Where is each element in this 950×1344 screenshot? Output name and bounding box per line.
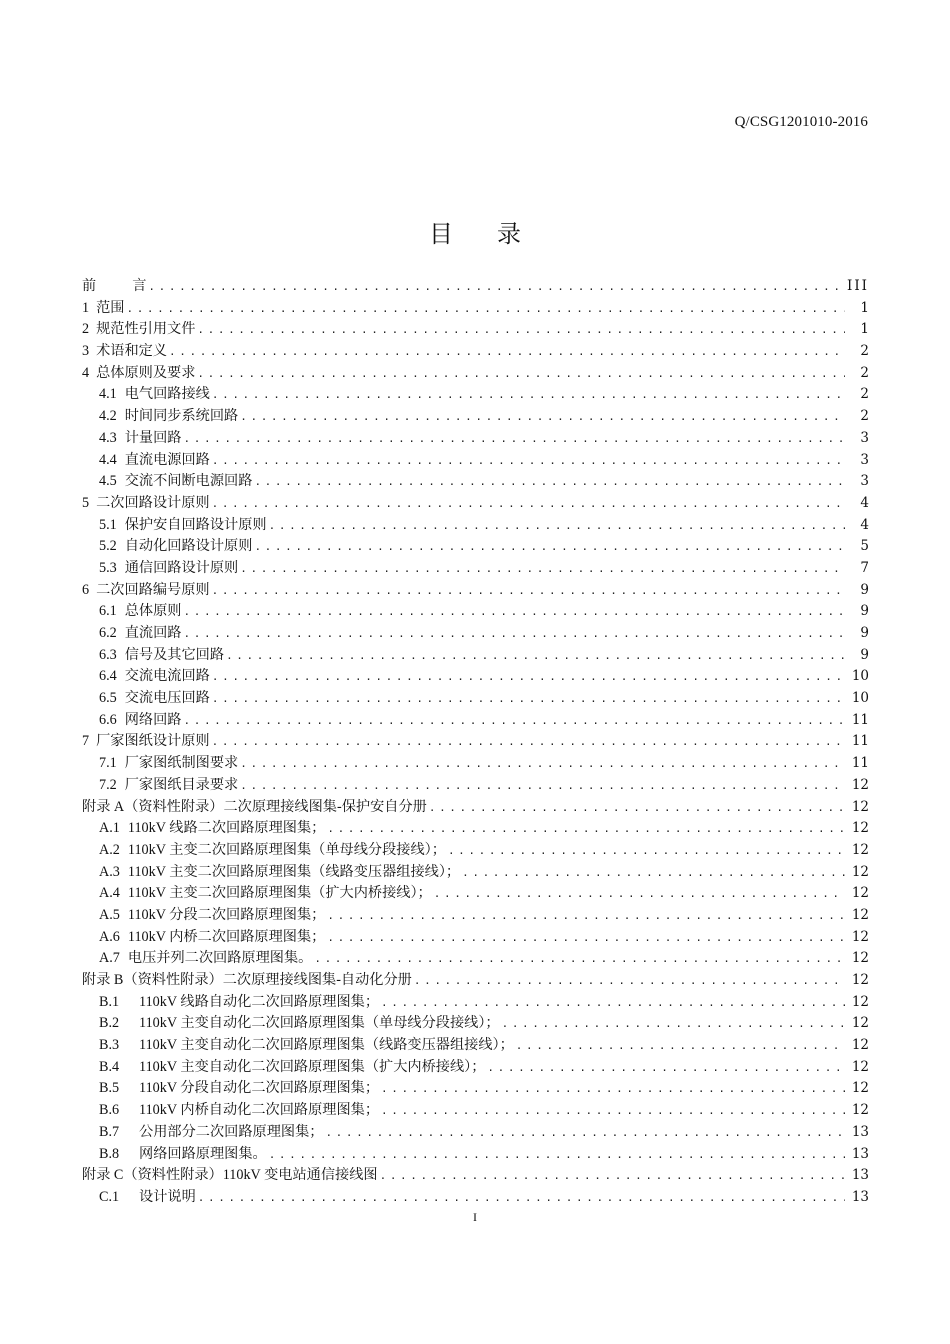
toc-entry-title: 110kV 分段自动化二次回路原理图集； [139, 1080, 380, 1097]
toc-entry-number: A.5 [99, 906, 120, 923]
toc-entry[interactable] [82, 406, 869, 428]
toc-entry-page: 4 [860, 516, 869, 533]
toc-entry-title: 附录 A（资料性附录）二次原理接线图集-保护安自分册 [82, 798, 427, 815]
toc-entry[interactable] [82, 580, 869, 602]
dot-leader [212, 731, 845, 753]
toc-entry-number: A.4 [99, 885, 120, 902]
dot-leader [414, 970, 845, 992]
dot-leader [212, 688, 845, 710]
dot-leader [487, 1057, 845, 1079]
toc-entry-number: B.6 [99, 1102, 120, 1119]
toc-entry-title: 信号及其它回路 [124, 646, 225, 663]
toc-entry[interactable] [82, 905, 869, 927]
toc-entry-page: 12 [851, 776, 869, 793]
toc-entry-page: 2 [860, 386, 869, 403]
dot-leader [448, 840, 845, 862]
toc-entry-number: A.3 [99, 863, 120, 880]
toc-entry-title: 二次回路编号原则 [96, 581, 210, 598]
toc-entry-number: B.7 [99, 1123, 120, 1140]
dot-leader [212, 450, 845, 472]
dot-leader [269, 1144, 845, 1166]
toc-entry-title: 交流电流回路 [124, 668, 210, 685]
toc-entry-number: 4.4 [99, 451, 117, 468]
toc-entry-number: 5.3 [99, 559, 117, 576]
dot-leader [314, 948, 845, 970]
dot-leader [126, 298, 845, 320]
toc-entry-page: 2 [860, 343, 869, 360]
toc-entry-page: 9 [860, 625, 869, 641]
toc-entry-number: 5.2 [99, 538, 117, 555]
toc-entry[interactable] [82, 970, 869, 992]
toc-entry-title: 二次回路设计原则 [96, 494, 210, 511]
toc-entry[interactable] [82, 775, 869, 797]
toc-entry[interactable] [82, 797, 869, 819]
toc-entry[interactable] [82, 1165, 869, 1187]
toc-entry[interactable] [82, 276, 869, 298]
toc-entry-page: 10 [851, 668, 869, 685]
toc-entry-title: 110kV 主变自动化二次回路原理图集（线路变压器组接线）； [139, 1037, 514, 1054]
toc-entry-page: 9 [860, 603, 869, 620]
toc-entry-title: 交流不间断电源回路 [124, 473, 253, 490]
toc-entry-number: 1 [82, 299, 90, 316]
page-title [0, 214, 950, 249]
dot-leader [212, 493, 845, 515]
toc-entry[interactable] [82, 384, 869, 406]
toc-entry-page: 12 [851, 1102, 869, 1119]
toc-entry-number: 4.2 [99, 408, 117, 425]
toc-entry-page: 5 [860, 538, 869, 555]
toc-entry[interactable] [82, 298, 869, 320]
page-title-right: 录 [497, 220, 521, 249]
toc-entry[interactable] [82, 883, 869, 905]
toc-entry-title: 设计说明 [139, 1188, 196, 1205]
dot-leader [327, 905, 845, 927]
toc-entry-title: 厂家图纸目录要求 [124, 776, 239, 793]
dot-leader [184, 623, 846, 645]
toc-entry-title: 电压并列二次回路原理图集。 [127, 950, 313, 967]
toc-entry-title: 公用部分二次回路原理图集； [139, 1123, 324, 1140]
dot-leader [381, 1100, 845, 1122]
page-number: I [473, 1210, 477, 1224]
toc-entry-number: 6.6 [99, 711, 117, 728]
toc-entry[interactable] [82, 948, 869, 970]
table-of-contents [82, 276, 869, 1209]
toc-entry-page: 12 [851, 798, 869, 815]
toc-entry-page: 3 [860, 429, 869, 446]
toc-entry-page: 12 [851, 1058, 869, 1075]
dot-leader [434, 883, 845, 905]
toc-entry-number: 3 [82, 343, 90, 360]
toc-entry-page: 11 [851, 711, 869, 728]
toc-entry-number: 7 [82, 733, 90, 750]
toc-entry[interactable] [82, 1122, 869, 1144]
toc-entry-number: 6.5 [99, 690, 117, 707]
toc-entry-number: 7.2 [99, 776, 117, 793]
toc-entry-title: 规范性引用文件 [96, 321, 196, 338]
toc-entry-title: 交流电压回路 [124, 690, 210, 707]
dot-leader [240, 558, 845, 580]
dot-leader [381, 1078, 845, 1100]
toc-entry-number: B.8 [99, 1145, 120, 1162]
toc-entry[interactable] [82, 601, 869, 623]
toc-entry-title: 保护安自回路设计原则 [124, 516, 267, 533]
toc-entry-page: 12 [851, 841, 869, 858]
page-title-left: 目 [429, 220, 453, 249]
toc-entry[interactable] [82, 1144, 869, 1166]
dot-leader [212, 666, 845, 688]
toc-entry-title: 自动化回路设计原则 [124, 538, 253, 555]
toc-entry[interactable] [82, 319, 869, 341]
toc-entry-page: 3 [860, 451, 869, 468]
toc-entry-number: B.4 [99, 1058, 120, 1075]
toc-entry-number: 5.1 [99, 516, 117, 533]
toc-entry-title: 附录 C（资料性附录）110kV 变电站通信接线图 [82, 1167, 378, 1184]
toc-entry[interactable] [82, 840, 869, 862]
dot-leader [380, 1165, 845, 1187]
dot-leader [198, 1187, 845, 1209]
toc-entry[interactable] [82, 753, 869, 775]
toc-entry-page: 12 [851, 820, 869, 837]
toc-entry[interactable] [82, 927, 869, 949]
toc-entry-page: 12 [851, 972, 869, 988]
dot-leader [212, 580, 845, 602]
toc-entry-title: 总体原则及要求 [96, 364, 196, 381]
dot-leader [240, 753, 845, 775]
toc-entry-title: 110kV 主变二次回路原理图集（线路变压器组接线）； [127, 863, 461, 880]
toc-entry-number: A.6 [99, 928, 120, 945]
toc-entry-page: III [847, 278, 869, 294]
toc-entry[interactable] [82, 862, 869, 884]
toc-entry[interactable] [82, 710, 869, 732]
document-code: Q/CSG1201010-2016 [734, 114, 868, 130]
toc-entry-title: 言 [132, 278, 147, 294]
toc-entry-page: 13 [851, 1145, 869, 1162]
toc-entry[interactable] [82, 645, 869, 667]
toc-entry-page: 9 [860, 646, 869, 663]
toc-entry-page: 2 [860, 364, 869, 381]
toc-entry-number: A.2 [99, 841, 120, 858]
dot-leader [269, 515, 845, 537]
toc-entry[interactable] [82, 450, 869, 472]
toc-entry-number: 6.3 [99, 646, 117, 663]
dot-leader [197, 319, 845, 341]
dot-leader [516, 1035, 845, 1057]
toc-entry-number: 7.1 [99, 755, 117, 772]
toc-entry[interactable] [82, 536, 869, 558]
toc-entry-number: B.1 [99, 993, 120, 1010]
toc-entry-title: 前 [82, 278, 97, 294]
toc-entry-title: 术语和定义 [96, 343, 168, 360]
dot-leader [327, 927, 845, 949]
toc-entry[interactable] [82, 1187, 869, 1209]
toc-entry-title: 附录 B（资料性附录）二次原理接线图集-自动化分册 [82, 972, 412, 988]
toc-entry-number: B.3 [99, 1037, 120, 1054]
dot-leader [254, 471, 845, 493]
dot-leader [240, 775, 845, 797]
toc-entry-page: 13 [851, 1167, 869, 1184]
toc-entry-page: 13 [851, 1188, 869, 1205]
toc-entry-title: 直流回路 [124, 625, 182, 641]
toc-entry-title: 时间同步系统回路 [124, 408, 239, 425]
toc-entry-page: 12 [851, 885, 869, 902]
toc-entry-page: 12 [851, 928, 869, 945]
toc-entry-page: 3 [860, 473, 869, 490]
dot-leader [325, 1122, 845, 1144]
toc-entry-number: C.1 [99, 1188, 120, 1205]
toc-entry-page: 13 [851, 1123, 869, 1140]
toc-entry-title: 110kV 主变自动化二次回路原理图集（单母线分段接线）； [139, 1015, 500, 1032]
toc-entry-page: 12 [851, 950, 869, 967]
dot-leader [212, 384, 845, 406]
toc-entry-page: 2 [860, 408, 869, 425]
toc-entry-title: 范围 [96, 299, 125, 316]
toc-entry-title: 总体原则 [124, 603, 182, 620]
toc-entry-page: 11 [851, 733, 869, 750]
dot-leader [226, 645, 845, 667]
toc-entry[interactable] [82, 818, 869, 840]
toc-entry-page: 11 [851, 755, 869, 772]
toc-entry-page: 12 [851, 1080, 869, 1097]
dot-leader [429, 797, 845, 819]
toc-entry-page: 12 [851, 1037, 869, 1054]
toc-entry-number: 6.2 [99, 625, 117, 641]
dot-leader [240, 406, 845, 428]
toc-entry-number: 4.1 [99, 386, 117, 403]
toc-entry-page: 12 [851, 1015, 869, 1032]
toc-entry[interactable] [82, 1013, 869, 1035]
toc-entry[interactable] [82, 623, 869, 645]
toc-entry[interactable] [82, 341, 869, 363]
toc-entry-page: 4 [860, 494, 869, 511]
dot-leader [169, 341, 845, 363]
toc-entry-number: A.7 [99, 950, 120, 967]
toc-entry-page: 12 [851, 906, 869, 923]
toc-entry-page: 9 [860, 581, 869, 598]
toc-entry-number: 6.1 [99, 603, 117, 620]
toc-entry-title: 110kV 分段二次回路原理图集； [127, 906, 326, 923]
toc-entry-title: 110kV 主变二次回路原理图集（扩大内桥接线）； [127, 885, 432, 902]
toc-entry-title: 110kV 线路自动化二次回路原理图集； [139, 993, 380, 1010]
toc-entry-number: 4 [82, 364, 90, 381]
toc-entry-page: 10 [851, 690, 869, 707]
toc-entry-title: 110kV 线路二次回路原理图集； [127, 820, 326, 837]
toc-entry-number: 2 [82, 321, 90, 338]
toc-entry[interactable] [82, 363, 869, 385]
toc-entry-page: 1 [860, 321, 869, 338]
toc-entry[interactable] [82, 428, 869, 450]
toc-entry-number: 4.5 [99, 473, 117, 490]
toc-entry-title: 110kV 主变二次回路原理图集（单母线分段接线）； [127, 841, 446, 858]
toc-entry-title: 110kV 内桥二次回路原理图集； [127, 928, 326, 945]
toc-entry-number: 4.3 [99, 429, 117, 446]
toc-entry-number: B.5 [99, 1080, 120, 1097]
toc-entry-number: B.2 [99, 1015, 120, 1032]
toc-entry-title: 110kV 主变自动化二次回路原理图集（扩大内桥接线）； [139, 1058, 486, 1075]
toc-entry-number: 5 [82, 494, 90, 511]
toc-entry-title: 电气回路接线 [124, 386, 210, 403]
toc-entry-title: 计量回路 [124, 429, 182, 446]
toc-entry-title: 直流电源回路 [124, 451, 210, 468]
toc-entry[interactable] [82, 1057, 869, 1079]
dot-leader [462, 862, 845, 884]
toc-entry[interactable] [82, 992, 869, 1014]
dot-leader [327, 818, 845, 840]
toc-entry[interactable] [82, 471, 869, 493]
toc-entry-page: 12 [851, 863, 869, 880]
toc-entry-title: 网络回路原理图集。 [139, 1145, 267, 1162]
toc-entry-title: 厂家图纸制图要求 [124, 755, 239, 772]
dot-leader [184, 601, 846, 623]
toc-entry-title: 网络回路 [124, 711, 182, 728]
toc-entry-title: 110kV 内桥自动化二次回路原理图集； [139, 1102, 380, 1119]
toc-entry[interactable] [82, 731, 869, 753]
toc-entry[interactable] [82, 1078, 869, 1100]
dot-leader [184, 428, 846, 450]
toc-entry[interactable] [82, 1035, 869, 1057]
toc-entry-title: 厂家图纸设计原则 [96, 733, 210, 750]
dot-leader [197, 363, 845, 385]
dot-leader [381, 992, 845, 1014]
toc-entry[interactable] [82, 666, 869, 688]
dot-leader [148, 276, 841, 298]
dot-leader [184, 710, 846, 732]
toc-entry[interactable] [82, 688, 869, 710]
toc-entry-page: 7 [860, 559, 869, 576]
dot-leader [502, 1013, 845, 1035]
toc-entry-page: 1 [860, 299, 869, 316]
dot-leader [254, 536, 845, 558]
toc-entry-number: 6 [82, 581, 90, 598]
toc-entry-number: A.1 [99, 820, 120, 837]
toc-entry[interactable] [82, 515, 869, 537]
toc-entry-title: 通信回路设计原则 [124, 559, 239, 576]
toc-entry-number: 6.4 [99, 668, 117, 685]
toc-entry[interactable] [82, 493, 869, 515]
toc-entry[interactable] [82, 558, 869, 580]
toc-entry[interactable] [82, 1100, 869, 1122]
toc-entry-page: 12 [851, 993, 869, 1010]
